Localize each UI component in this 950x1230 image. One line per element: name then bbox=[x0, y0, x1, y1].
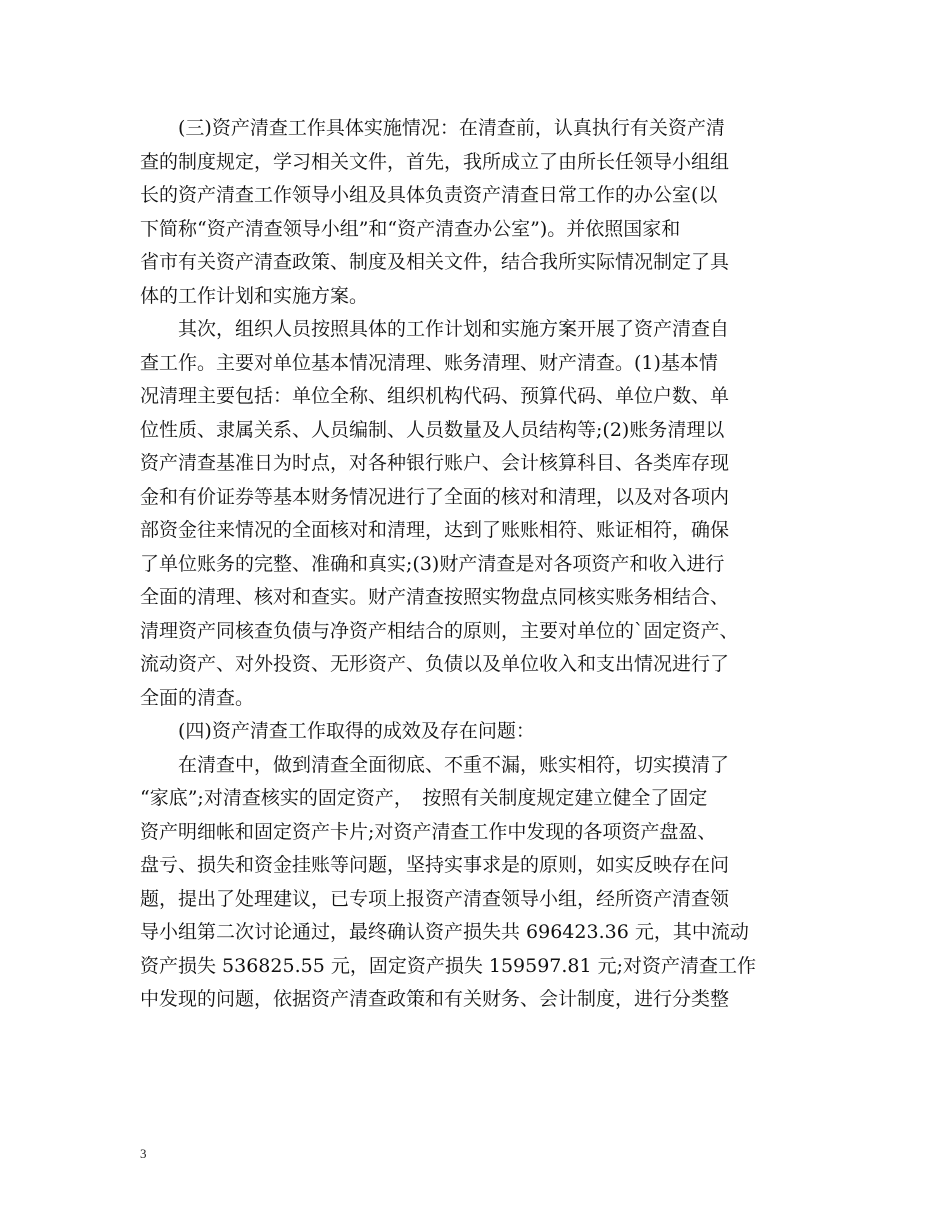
text-line: (四)资产清查工作取得的成效及存在问题： bbox=[140, 720, 535, 742]
text-line: 部资金往来情况的全面核对和清理，达到了账账相符、账证相符，确保 bbox=[140, 519, 730, 541]
text-line: 在清查中，做到清查全面彻底、不重不漏，账实相符，切实摸清了 bbox=[140, 753, 730, 776]
text-line: 资产明细帐和固定资产卡片;对资产清查工作中发现的各项资产盘盈、 bbox=[140, 820, 717, 843]
paragraph-asset-check-implementation bbox=[140, 112, 830, 313]
text-line: 全面的清理、核对和查实。财产清查按照实物盘点同核实账务相结合、 bbox=[140, 586, 730, 608]
text-line: 况清理主要包括：单位全称、组织机构代码、预算代码、单位户数、单 bbox=[140, 385, 730, 407]
text-line: 清理资产同核查负债与净资产相结合的原则，主要对单位的`固定资产、 bbox=[140, 619, 739, 642]
text-line: 导小组第二次讨论通过，最终确认资产损失共 696423.36 元，其中流动 bbox=[140, 921, 749, 943]
text-line: 省市有关资产清查政策、制度及相关文件，结合我所实际情况制定了具 bbox=[140, 251, 730, 273]
text-line: 中发现的问题，依据资产清查政策和有关财务、会计制度，进行分类整 bbox=[140, 988, 730, 1010]
text-line: 其次，组织人员按照具体的工作计划和实施方案开展了资产清查自 bbox=[140, 318, 730, 340]
text-line: 资产损失 536825.55 元，固定资产损失 159597.81 元;对资产清查工作 bbox=[140, 954, 757, 977]
text-line: 位性质、隶属关系、人员编制、人员数量及人员结构等;(2)账务清理以 bbox=[140, 418, 725, 441]
text-line: 金和有价证券等基本财务情况进行了全面的核对和清理，以及对各项内 bbox=[140, 485, 730, 508]
paragraph-results-and-issues bbox=[140, 749, 830, 1017]
text-line: 了单位账务的完整、准确和真实;(3)财产清查是对各项资产和收入进行 bbox=[140, 552, 725, 575]
text-line: 下简称“资产清查领导小组”和“资产清查办公室”)。并依照国家和 bbox=[140, 217, 681, 240]
document-body bbox=[140, 112, 830, 1017]
text-line: 体的工作计划和实施方案。 bbox=[140, 284, 369, 307]
text-line: 资产清查基准日为时点，对各种银行账户、会计核算科目、各类库存现 bbox=[140, 452, 730, 474]
section-heading-results bbox=[140, 715, 830, 749]
text-line: 题，提出了处理建议，已专项上报资产清查领导小组，经所资产清查领 bbox=[140, 887, 730, 910]
text-line: 全面的清查。 bbox=[140, 686, 255, 709]
text-line: 盘亏、损失和资金挂账等问题，坚持实事求是的原则，如实反映存在问 bbox=[140, 854, 730, 876]
page-number: 3 bbox=[140, 1146, 147, 1161]
text-line: 查的制度规定，学习相关文件，首先，我所成立了由所长任领导小组组 bbox=[140, 150, 730, 173]
text-line: 查工作。主要对单位基本情况清理、账务清理、财产清查。(1)基本情 bbox=[140, 351, 718, 374]
paragraph-self-inspection bbox=[140, 313, 830, 715]
text-line: (三)资产清查工作具体实施情况：在清查前，认真执行有关资产清 bbox=[140, 117, 725, 139]
text-line: 流动资产、对外投资、无形资产、负债以及单位收入和支出情况进行了 bbox=[140, 653, 730, 675]
text-line: 长的资产清查工作领导小组及具体负责资产清查日常工作的办公室(以 bbox=[140, 184, 718, 206]
text-line: “家底”;对清查核实的固定资产， 按照有关制度规定建立健全了固定 bbox=[140, 787, 708, 809]
